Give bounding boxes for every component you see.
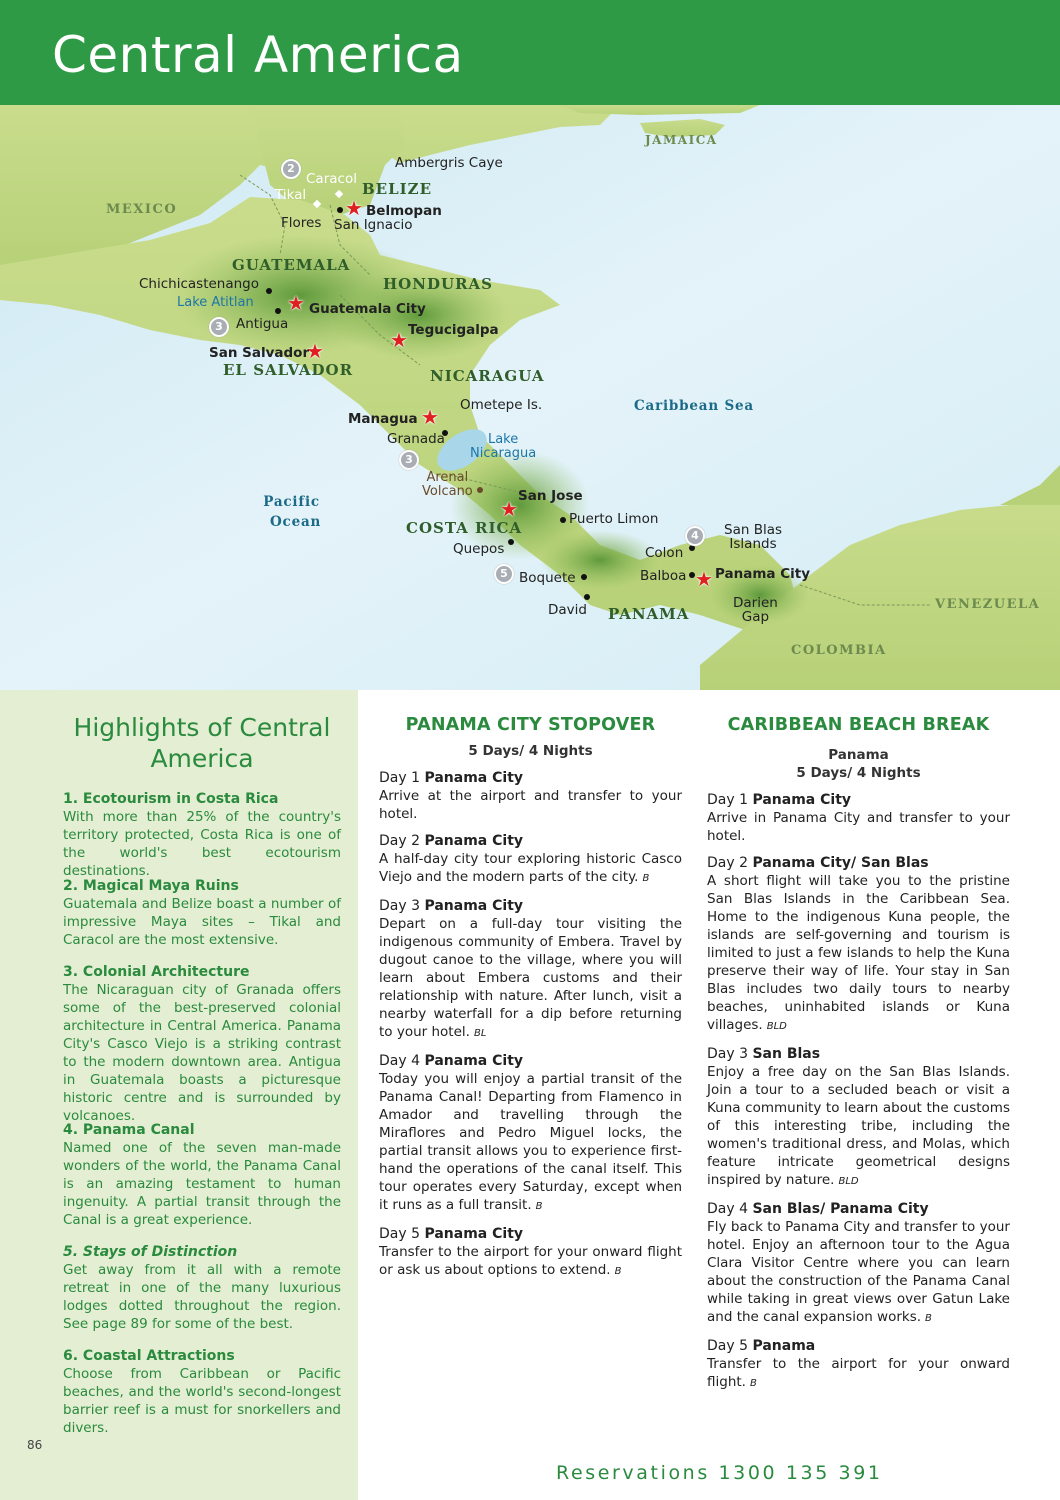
label-panama: PANAMA [608,605,690,623]
label-tikal: Tikal [275,187,307,203]
capital-star-icon: ★ [345,196,363,220]
label-david: David [548,602,587,618]
lake-nicaragua-line-1: Lake [487,432,519,447]
day-heading [707,854,1010,872]
itinerary-day [707,1337,1010,1393]
day-heading [379,1225,682,1243]
label-managua: Managua [348,411,418,427]
town-marker [508,539,514,545]
highlight-text: Guatemala and Belize boast a number of impressive Maya sites – Tikal and Caracol are the most extensive. [63,896,341,948]
highlight-title: 5. Stays of Distinction [63,1244,238,1260]
highlight-number-badge: 5 [494,564,514,584]
page-title: Central America [52,26,464,84]
page-number: 86 [27,1438,43,1452]
capital-star-icon: ★ [500,497,518,521]
itinerary-day [379,897,682,1043]
label-caracol: Caracol [306,171,357,187]
meal-code: BL [473,1028,487,1039]
beach-location: Panama [828,747,889,763]
day-description [707,872,1010,1036]
lake-nicaragua-line-2: Nicaragua [470,446,537,462]
stopover-days [379,769,682,1281]
itinerary-day [379,832,682,888]
beach-days [707,791,1010,1393]
label-lake-atitlan: Lake Atitlan [177,295,254,310]
highlight-number-badge: 3 [209,317,229,337]
label-costa-rica: COSTA RICA [406,519,523,537]
town-marker [581,574,587,580]
stopover-title: PANAMA CITY STOPOVER [405,715,656,735]
label-quepos: Quepos [453,541,505,557]
highlight-text: Get away from it all with a remote retreat in one of the many luxurious lodges dotted throughout the region. See page 89 for some of the best. [63,1262,341,1332]
day-text: Transfer to the airport for your onward flight or ask us about options to extend. [379,1244,682,1278]
highlight-item [63,790,341,880]
darien-line-2: Gap [741,609,770,626]
label-san-jose: San Jose [518,488,583,504]
day-heading [707,1337,1010,1355]
darien-line-1: Darien [733,595,778,611]
meal-code: BLD [766,1021,787,1032]
stopover-duration: 5 Days/ 4 Nights [468,743,593,759]
label-ometepe: Ometepe Is. [460,397,543,413]
day-label: Day 4 [707,1201,749,1217]
label-honduras: HONDURAS [383,275,493,293]
meal-code: B [535,1201,543,1212]
day-place: San Blas/ Panama City [752,1201,929,1217]
day-description [707,809,1010,845]
label-arenal-volcano [422,471,473,500]
itinerary-day [707,1200,1010,1328]
highlight-item [63,1243,341,1333]
itinerary-day [379,1225,682,1281]
day-label: Day 3 [379,898,421,914]
day-heading [707,791,1010,809]
highlight-number-badge: 4 [685,526,705,546]
day-description [707,1063,1010,1191]
label-el-salvador: EL SALVADOR [223,361,354,379]
day-text: Enjoy a free day on the San Blas Islands. Join a tour to a secluded beach or visit a Kuna community to learn about the customs of this interesting tribe, including the women's traditional dress, and Molas, which feature intricate geometrical designs inspired by nature. [707,1064,1010,1188]
highlight-text: Choose from Caribbean or Pacific beaches, and the world's second-longest barrier reef is a must for snorkellers and divers. [63,1366,341,1436]
label-san-blas-islands [724,523,782,551]
town-marker [560,517,566,523]
label-san-salvador: San Salvador [209,345,310,361]
day-label: Day 2 [379,833,421,849]
beach-itinerary [707,714,1010,1393]
label-guatemala: GUATEMALA [232,256,351,274]
day-label: Day 1 [707,792,749,808]
label-boquete: Boquete [519,570,576,586]
label-colon: Colon [645,545,684,561]
meal-code: B [614,1266,622,1277]
highlight-title: 6. Coastal Attractions [63,1348,235,1364]
day-label: Day 4 [379,1053,421,1069]
highlight-text: Named one of the seven man-made wonders of the world, the Panama Canal is an amazing testament to human ingenuity. A partial transit through the Canal is a great experience. [63,1140,341,1228]
highlight-item [63,1347,341,1437]
day-place: Panama City [752,792,852,808]
day-heading [379,769,682,787]
day-heading [379,897,682,915]
label-flores: Flores [281,215,322,231]
label-puerto-limon: Puerto Limon [569,511,659,527]
label-san-ignacio: San Ignacio [334,217,413,233]
highlight-title: 2. Magical Maya Ruins [63,878,239,894]
capital-star-icon: ★ [287,291,305,315]
day-place: Panama [752,1338,816,1354]
day-text: Fly back to Panama City and transfer to your hotel. Enjoy an afternoon tour to the Agua Clara Visitor Centre where you can learn about the construction of the Panama Canal while taking in great views over Gatun Lake and the canal expansion works. [707,1219,1010,1325]
capital-star-icon: ★ [390,328,408,352]
day-description [379,1070,682,1216]
highlight-text: The Nicaraguan city of Granada offers some of the best-preserved colonial architecture in Central America. Panama City's Casco Viejo is a striking contrast to the modern downtown area. Antigua in Guatemala boasts a picturesque historic centre and is surrounded by volcanoes. [63,982,341,1124]
arenal-line-2: Volcano [422,484,473,500]
label-belize: BELIZE [362,180,433,198]
town-marker [275,308,281,314]
day-description [379,915,682,1043]
day-place: Panama City [424,1226,524,1242]
highlight-item [63,1121,341,1229]
day-place: Panama City [424,898,524,914]
itinerary-day [707,791,1010,845]
day-description [707,1218,1010,1328]
highlight-item [63,877,341,949]
central-america-map [0,105,1060,690]
san-blas-line-2: Islands [729,536,777,553]
day-description [379,787,682,823]
capital-star-icon: ★ [306,339,324,363]
highlight-title: 3. Colonial Architecture [63,964,250,980]
pacific-line-2: Ocean [270,513,322,530]
day-description [379,1243,682,1281]
arenal-line-1: Arenal [426,470,469,485]
label-caribbean-sea: Caribbean Sea [634,398,754,414]
arenal-marker [477,487,483,493]
day-place: Panama City [424,1053,524,1069]
label-guatemala-city: Guatemala City [309,301,426,317]
day-place: Panama City [424,833,524,849]
meal-code: B [642,873,650,884]
town-marker [689,572,695,578]
label-pacific-ocean [262,493,321,532]
page-header [0,0,1060,105]
day-label: Day 2 [707,855,749,871]
label-granada: Granada [387,431,445,447]
itinerary-day [707,854,1010,1036]
highlight-title: 4. Panama Canal [63,1122,195,1138]
label-jamaica: JAMAICA [645,133,718,147]
san-blas-line-1: San Blas [724,522,783,538]
capital-star-icon: ★ [421,405,439,429]
label-chichicastenango: Chichicastenango [139,276,260,292]
highlights-sidebar [0,690,358,1500]
meal-code: B [749,1378,757,1389]
day-heading [379,1052,682,1070]
capital-star-icon: ★ [695,567,713,591]
day-heading [379,832,682,850]
day-text: A half-day city tour exploring historic Casco Viejo and the modern parts of the city. [379,851,682,885]
label-nicaragua: NICARAGUA [430,367,545,385]
label-belmopan: Belmopan [366,203,442,219]
highlight-number-badge: 2 [281,159,301,179]
day-label: Day 1 [379,770,421,786]
highlight-text: With more than 25% of the country's territory protected, Costa Rica is one of the world's best ecotourism destinations. [63,809,341,879]
day-text: Today you will enjoy a partial transit of the Panama Canal! Departing from Flamenco in Amador and travelling through the Miraflores and Pedro Miguel locks, the partial transit allows you to experience first-hand the operations of the canal itself. This tour operates every Saturday, except when it runs as a full transit. [379,1071,682,1213]
label-darien-gap [733,596,778,624]
itinerary-day [707,1045,1010,1191]
day-text: Arrive at the airport and transfer to your hotel. [379,788,682,822]
itinerary-day [379,1052,682,1216]
day-label: Day 5 [379,1226,421,1242]
beach-duration: 5 Days/ 4 Nights [796,765,921,781]
stopover-itinerary [379,714,682,1281]
label-ambergris-caye: Ambergris Caye [395,155,503,171]
day-text: Depart on a full-day tour visiting the indigenous community of Embera. Travel by dugout canoe to the village, where you will learn about Embera customs and their relationship with nature. After lunch, visit a nearby waterfall for a dip before returning to your hotel. [379,916,682,1040]
reservations-phone: Reservations 1300 135 391 [556,1462,883,1484]
label-venezuela: VENEZUELA [935,597,1041,612]
day-text: A short flight will take you to the pristine San Blas Islands in the Caribbean Sea. Home to the indigenous Kuna people, the islands are self-governing and tourism is limited to just a few islands to help the Kuna preserve their way of life. Your stay in San Blas includes two daily tours to nearby beaches, uninhabited islands or Kuna villages. [707,873,1010,1033]
itinerary-day [379,769,682,823]
label-colombia: COLOMBIA [791,643,887,658]
town-marker [337,207,343,213]
highlight-number-badge: 3 [399,450,419,470]
meal-code: BLD [838,1176,859,1187]
label-mexico: MEXICO [106,202,178,217]
label-lake-nicaragua [470,433,536,462]
day-description [707,1355,1010,1393]
label-tegucigalpa: Tegucigalpa [408,322,499,338]
day-place: San Blas [752,1046,821,1062]
highlight-item [63,963,341,1125]
label-balboa: Balboa [640,568,687,584]
day-text: Transfer to the airport for your onward flight. [707,1356,1010,1390]
town-marker [266,288,272,294]
label-panama-city: Panama City [715,566,811,582]
beach-title: CARIBBEAN BEACH BREAK [727,715,990,735]
day-label: Day 3 [707,1046,749,1062]
pacific-line-1: Pacific [263,494,320,510]
meal-code: B [925,1313,932,1324]
day-place: Panama City/ San Blas [752,855,929,871]
day-text: Arrive in Panama City and transfer to your hotel. [707,810,1010,844]
highlight-title: 1. Ecotourism in Costa Rica [63,791,279,807]
label-antigua: Antigua [236,316,289,332]
day-heading [707,1200,1010,1218]
highlights-title: Highlights of Central America [73,713,331,773]
day-place: Panama City [424,770,524,786]
town-marker [584,594,590,600]
day-heading [707,1045,1010,1063]
day-label: Day 5 [707,1338,749,1354]
day-description [379,850,682,888]
